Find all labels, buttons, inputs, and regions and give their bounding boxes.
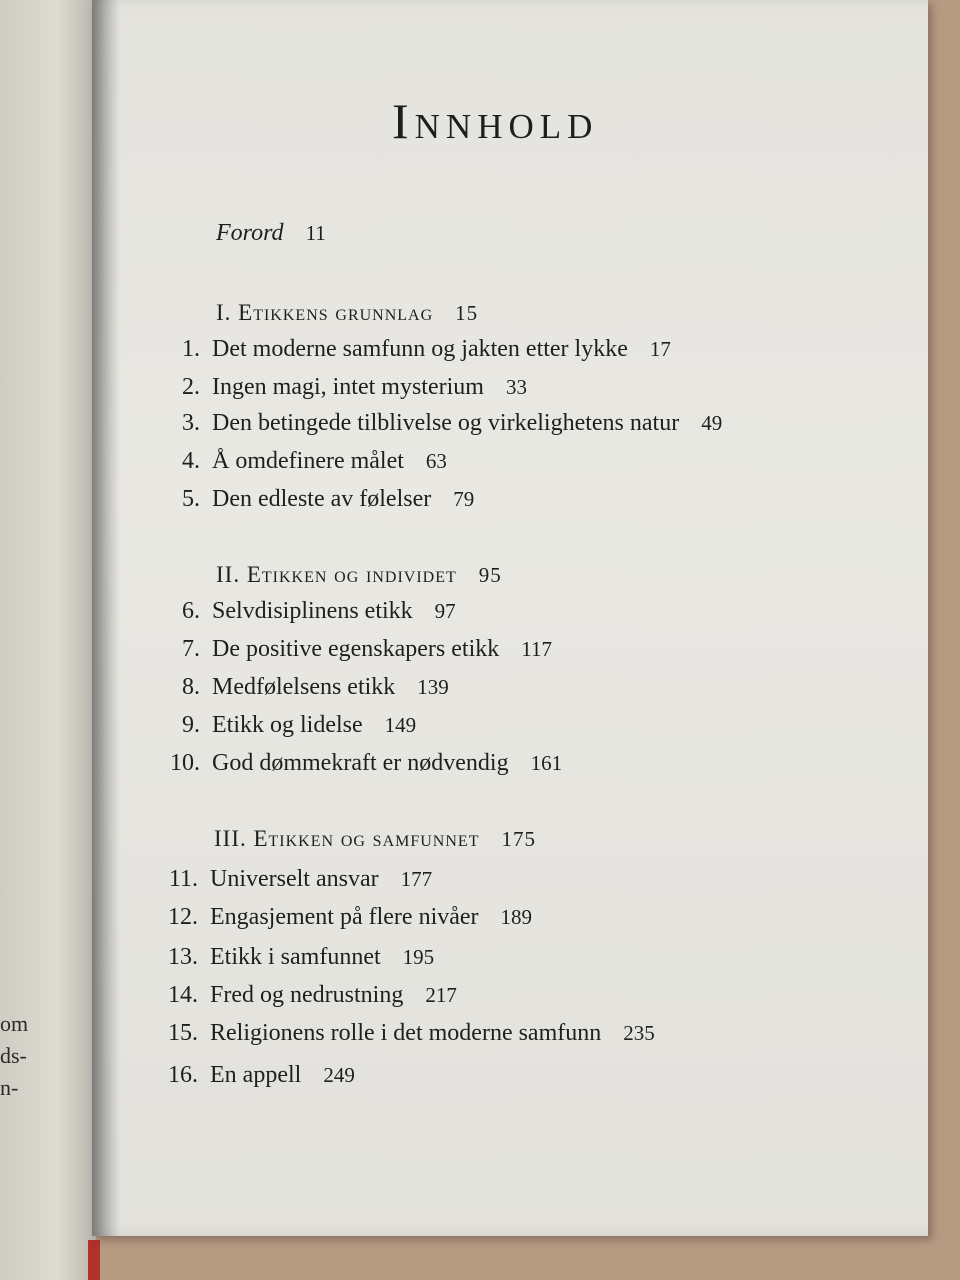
toc-chapter-title: Religionens rolle i det moderne samfunn [210, 1020, 602, 1046]
toc-page-number: 161 [530, 751, 563, 775]
toc-page-number: 97 [434, 599, 456, 623]
toc-chapter [156, 866, 432, 893]
book-cover-edge [88, 1240, 100, 1280]
toc-chapter [158, 448, 447, 475]
toc-chapter [158, 712, 416, 739]
page-title: Innhold [392, 93, 599, 149]
toc-part-heading [214, 826, 536, 852]
toc-page-number: 217 [425, 983, 457, 1007]
toc-chapter-title: Ingen magi, intet mysterium [212, 374, 484, 400]
toc-chapter-title: Den betingede tilblivelse og virkelighetens natur [212, 410, 680, 436]
toc-chapter-title: God dømmekraft er nødvendig [212, 750, 509, 776]
toc-chapter [156, 1062, 355, 1089]
facing-page-text [0, 1008, 28, 1104]
toc-page-number: 195 [402, 945, 435, 969]
toc-part-label: I. Etikkens grunnlag [216, 300, 434, 325]
toc-chapter-number: 5. [182, 486, 200, 512]
toc-chapter-number: 11. [168, 866, 198, 892]
toc-page-number: 189 [500, 905, 533, 929]
toc-page-number: 175 [501, 827, 536, 851]
toc-page-number: 117 [521, 637, 552, 661]
toc-chapter-title: Det moderne samfunn og jakten etter lykke [212, 336, 628, 362]
facing-page-fragment: om [0, 1011, 29, 1036]
toc-chapter [158, 636, 552, 663]
toc-chapter [156, 982, 457, 1009]
toc-page-number: 49 [701, 411, 723, 435]
toc-chapter [156, 904, 532, 931]
facing-page-fragment: n- [0, 1075, 19, 1100]
toc-chapter-number: 2. [182, 374, 200, 400]
toc-chapter-number: 15. [168, 1020, 198, 1046]
toc-chapter-number: 12. [168, 904, 198, 930]
toc-chapter-title: En appell [210, 1062, 302, 1088]
toc-page-number: 15 [455, 301, 479, 325]
toc-page-number: 63 [425, 449, 447, 473]
toc-chapter-title: Medfølelsens etikk [212, 674, 396, 700]
toc-chapter-title: Etikk i samfunnet [210, 944, 381, 970]
toc-chapter-number: 3. [182, 410, 200, 436]
toc-foreword [216, 220, 326, 247]
toc-chapter-number: 13. [168, 944, 198, 970]
toc-page-number: 79 [453, 487, 475, 511]
toc-chapter-title: Å omdefinere målet [212, 448, 404, 474]
toc-chapter-title: De positive egenskapers etikk [212, 636, 500, 662]
toc-page-number: 17 [649, 337, 671, 361]
facing-page [0, 0, 96, 1280]
toc-part-heading [216, 562, 502, 588]
toc-chapter-number: 9. [182, 712, 200, 738]
toc-part-label: III. Etikken og samfunnet [214, 826, 480, 851]
toc-part-label: II. Etikken og individet [216, 562, 457, 587]
toc-chapter [158, 750, 562, 777]
toc-chapter-number: 7. [182, 636, 200, 662]
toc-page-number: 33 [505, 375, 527, 399]
toc-chapter-title: Den edleste av følelser [212, 486, 432, 512]
toc-chapter [158, 374, 527, 401]
toc-page-number: 177 [400, 867, 433, 891]
toc-chapter [156, 944, 434, 971]
toc-chapter-title: Fred og nedrustning [210, 982, 404, 1008]
toc-page-number: 139 [417, 675, 449, 699]
facing-page-fragment: ds- [0, 1043, 27, 1068]
toc-page-number: 11 [305, 221, 326, 245]
toc-page-number: 95 [478, 563, 502, 587]
toc-chapter-number: 16. [168, 1062, 198, 1088]
toc-part-heading [216, 300, 478, 326]
toc-chapter [158, 336, 671, 363]
toc-chapter-number: 14. [168, 982, 198, 1008]
toc-foreword-label: Forord [216, 220, 284, 246]
spine-shadow [92, 0, 120, 1236]
toc-chapter [158, 410, 722, 437]
toc-chapter-number: 6. [182, 598, 200, 624]
toc-chapter-title: Engasjement på flere nivåer [210, 904, 479, 930]
toc-page-number: 235 [623, 1021, 655, 1045]
toc-page-number: 249 [323, 1063, 355, 1087]
toc-chapter [158, 598, 456, 625]
toc-chapter-title: Etikk og lidelse [212, 712, 363, 738]
toc-chapter-number: 10. [170, 750, 200, 776]
toc-chapter [158, 674, 449, 701]
toc-page-number: 149 [384, 713, 417, 737]
toc-chapter-title: Selvdisiplinens etikk [212, 598, 413, 624]
toc-chapter-number: 1. [182, 336, 200, 362]
toc-chapter-number: 8. [182, 674, 200, 700]
toc-chapter [156, 1020, 655, 1047]
toc-chapter [158, 486, 474, 513]
toc-chapter-title: Universelt ansvar [210, 866, 379, 892]
toc-chapter-number: 4. [182, 448, 200, 474]
